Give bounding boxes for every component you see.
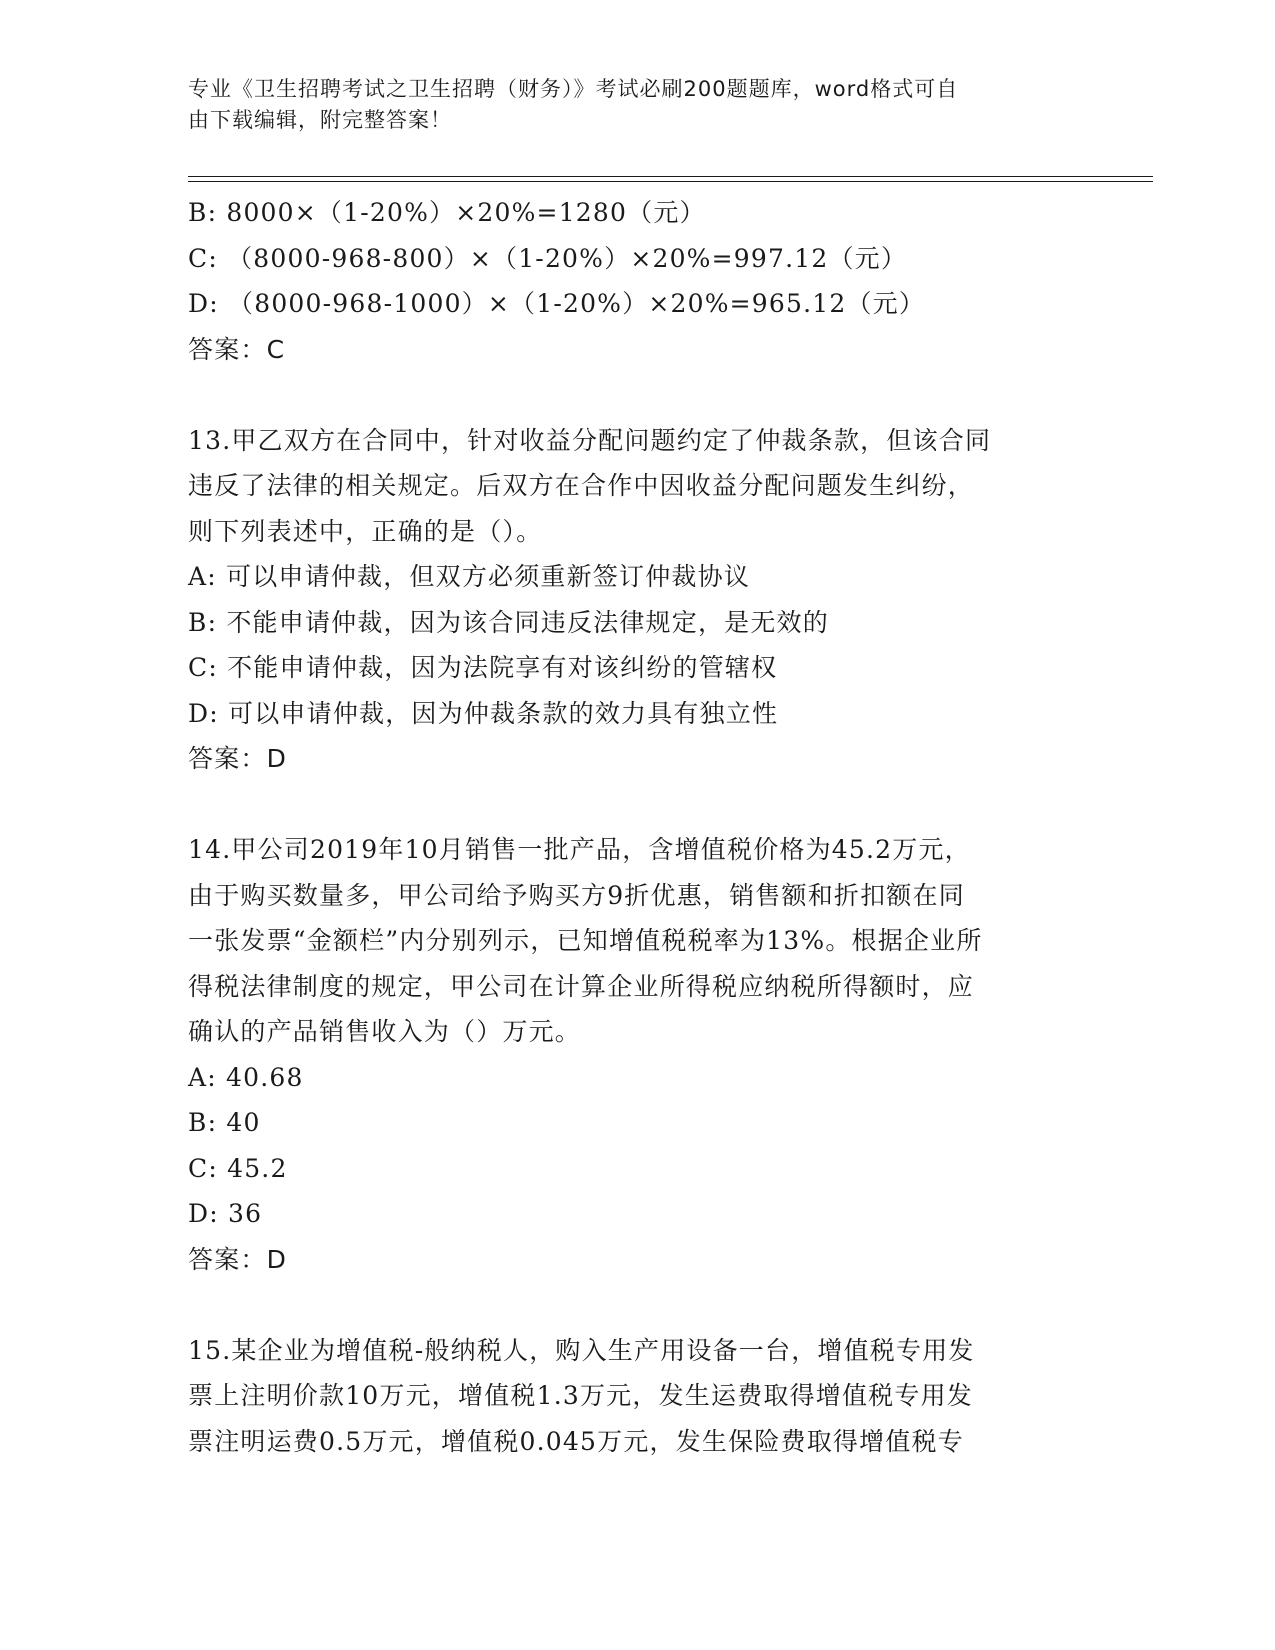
answer-line: 答案：D	[188, 1244, 288, 1274]
header-divider-bottom	[188, 181, 1153, 182]
question-12-tail	[188, 190, 1088, 372]
document-header	[188, 74, 1088, 136]
option-b: B: 8000×（1-20%）×20%=1280（元）	[188, 198, 706, 227]
question-stem-line: 由于购买数量多，甲公司给予购买方9折优惠，销售额和折扣额在同	[188, 880, 965, 910]
question-stem-line: 票上注明价款10万元，增值税1.3万元，发生运费取得增值税专用发	[188, 1381, 973, 1410]
header-divider-top	[188, 176, 1153, 177]
answer-line: 答案：C	[188, 334, 286, 364]
question-stem-line: 则下列表述中，正确的是（）。	[188, 516, 543, 546]
header-title-line-2: 由下载编辑，附完整答案！	[188, 108, 452, 132]
question-13	[188, 418, 1088, 782]
option-d: D: 36	[188, 1199, 263, 1228]
question-stem-line: 得税法律制度的规定，甲公司在计算企业所得税应纳税所得额时，应	[188, 971, 975, 1001]
option-c: C: （8000-968-800）×（1-20%）×20%=997.12（元）	[188, 243, 908, 273]
option-c: C: 不能申请仲裁，因为法院享有对该纠纷的管辖权	[188, 653, 778, 682]
question-stem-line: 票注明运费0.5万元，增值税0.045万元，发生保险费取得增值税专	[188, 1426, 964, 1456]
spacer	[188, 782, 1088, 828]
option-d: D: （8000-968-1000）×（1-20%）×20%=965.12（元）	[188, 289, 926, 318]
header-title-line-1: 专业《卫生招聘考试之卫生招聘（财务）》考试必刷200题题库，word格式可自	[188, 77, 959, 101]
question-stem-line: 14.甲公司2019年10月销售一批产品，含增值税价格为45.2万元，	[188, 835, 971, 864]
question-stem-line: 违反了法律的相关规定。后双方在合作中因收益分配问题发生纠纷，	[188, 471, 975, 500]
question-14	[188, 827, 1088, 1282]
option-a: A: 可以申请仲裁，但双方必须重新签订仲裁协议	[188, 562, 751, 591]
option-a: A: 40.68	[188, 1062, 304, 1092]
option-b: B: 不能申请仲裁，因为该合同违反法律规定，是无效的	[188, 607, 829, 637]
question-stem-line: 一张发票“金额栏”内分别列示，已知增值税税率为13%。根据企业所	[188, 926, 983, 955]
question-stem-line: 15.某企业为增值税-般纳税人，购入生产用设备一台，增值税专用发	[188, 1335, 975, 1365]
option-d: D: 可以申请仲裁，因为仲裁条款的效力具有独立性	[188, 698, 779, 728]
spacer	[188, 372, 1088, 418]
spacer	[188, 1282, 1088, 1328]
question-15	[188, 1328, 1088, 1465]
question-stem-line: 13.甲乙双方在合同中，针对收益分配问题约定了仲裁条款，但该合同	[188, 425, 992, 455]
document-body	[188, 190, 1088, 1464]
question-stem-line: 确认的产品销售收入为（）万元。	[188, 1017, 582, 1046]
option-b: B: 40	[188, 1108, 261, 1137]
option-c: C: 45.2	[188, 1153, 288, 1183]
answer-line: 答案：D	[188, 744, 288, 773]
